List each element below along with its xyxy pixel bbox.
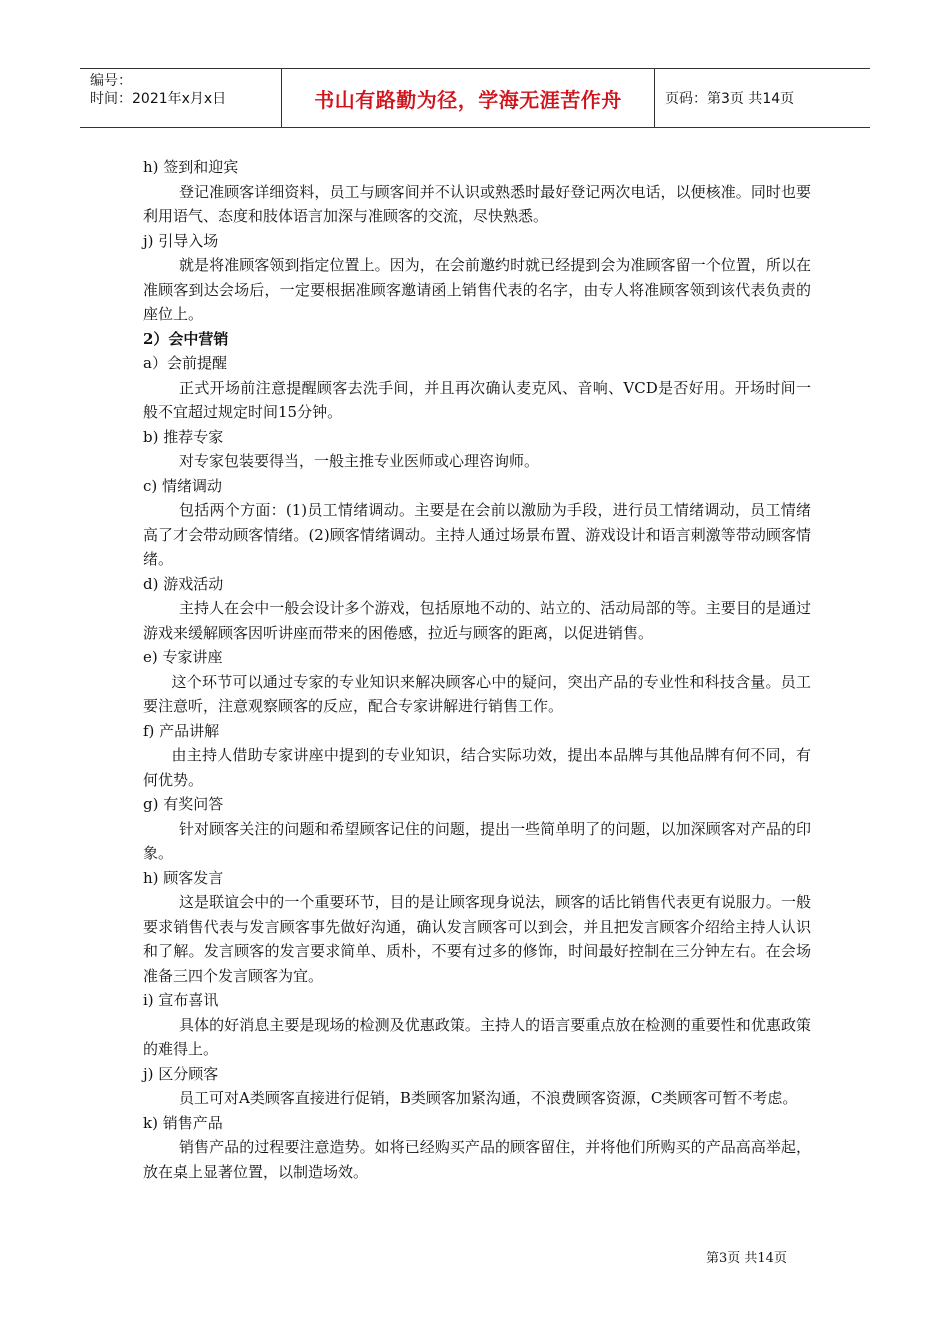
body-paragraph: 对专家包装要得当，一般主推专业医师或心理咨询师。 (179, 452, 540, 470)
header-page-info: 页码：第3页 共14页 (665, 91, 795, 107)
subheading: e) 专家讲座 (143, 648, 223, 666)
body-paragraph: 登记准顾客详细资料，员工与顾客间并不认识或熟悉时最好登记两次电话，以便核准。同时也要利用语气、态度和肢体语言加深与准顾客的交流，尽快熟悉。 (143, 182, 811, 225)
subheading: f) 产品讲解 (143, 721, 220, 740)
body-paragraph: 主持人在会中一般会设计多个游戏，包括原地不动的、站立的、活动局部的等。主要目的是通过游戏来缓解顾客因听讲座而带来的困倦感，拉近与顾客的距离，以促进销售。 (143, 599, 811, 642)
body-paragraph: 这个环节可以通过专家的专业知识来解决顾客心中的疑问，突出产品的专业性和科技含量。员工要注意听，注意观察顾客的反应，配合专家讲解进行销售工作。 (143, 672, 811, 715)
subheading: a）会前提醒 (143, 354, 227, 372)
body-paragraph: 员工可对A类顾客直接进行促销，B类顾客加紧沟通，不浪费顾客资源，C类顾客可暂不考虑。 (179, 1089, 798, 1107)
body-paragraph: 正式开场前注意提醒顾客去洗手间，并且再次确认麦克风、音响、VCD是否好用。开场时间一般不宜超过规定时间15分钟。 (143, 378, 811, 421)
header-meta (80, 69, 282, 127)
header-motto: 书山有路勤为径，学海无涯苦作舟 (282, 69, 655, 127)
body-paragraph: 就是将准顾客领到指定位置上。因为，在会前邀约时就已经提到会为准顾客留一个位置，所以在准顾客到达会场后，一定要根据准顾客邀请函上销售代表的名字，由专人将准顾客领到该代表负责的座位上。 (143, 256, 811, 323)
section-heading: 2）会中营销 (143, 329, 229, 348)
subheading: h) 签到和迎宾 (143, 158, 239, 176)
page-footer: 第3页 共14页 (706, 1251, 787, 1266)
subheading: i) 宣布喜讯 (143, 991, 219, 1009)
page-header (80, 68, 870, 128)
subheading: j) 引导入场 (143, 231, 219, 250)
body-paragraph: 针对顾客关注的问题和希望顾客记住的问题，提出一些简单明了的问题，以加深顾客对产品的印象。 (143, 819, 811, 862)
subheading: c) 情绪调动 (143, 476, 223, 495)
subheading: d) 游戏活动 (143, 574, 224, 593)
subheading: h) 顾客发言 (143, 868, 224, 887)
document-number-label: 编号： (90, 73, 132, 89)
subheading: g) 有奖问答 (143, 795, 224, 813)
body-paragraph: 这是联谊会中的一个重要环节，目的是让顾客现身说法，顾客的话比销售代表更有说服力。一般要求销售代表与发言顾客事先做好沟通，确认发言顾客可以到会，并且把发言顾客介绍给主持人认识和了解。发言顾客的发言要求简单、质朴，不要有过多的修饰，时间最好控制在三分钟左右。在会场准备三四个发言顾客为宜。 (143, 893, 811, 985)
body-paragraph: 由主持人借助专家讲座中提到的专业知识，结合实际功效，提出本品牌与其他品牌有何不同，有何优势。 (143, 746, 811, 789)
document-body (143, 155, 811, 1184)
subheading: j) 区分顾客 (143, 1064, 219, 1083)
subheading: k) 销售产品 (143, 1113, 223, 1132)
body-paragraph: 包括两个方面：(1)员工情绪调动。主要是在会前以激励为手段，进行员工情绪调动，员工情绪高了才会带动顾客情绪。(2)顾客情绪调动。主持人通过场景布置、游戏设计和语言刺激等带动顾客情绪。 (143, 501, 811, 568)
subheading: b) 推荐专家 (143, 427, 224, 446)
document-date: 时间：2021年x月x日 (90, 91, 227, 107)
body-paragraph: 具体的好消息主要是现场的检测及优惠政策。主持人的语言要重点放在检测的重要性和优惠政策的难得上。 (143, 1015, 811, 1058)
body-paragraph: 销售产品的过程要注意造势。如将已经购买产品的顾客留住，并将他们所购买的产品高高举起，放在桌上显著位置，以制造场效。 (143, 1138, 811, 1181)
